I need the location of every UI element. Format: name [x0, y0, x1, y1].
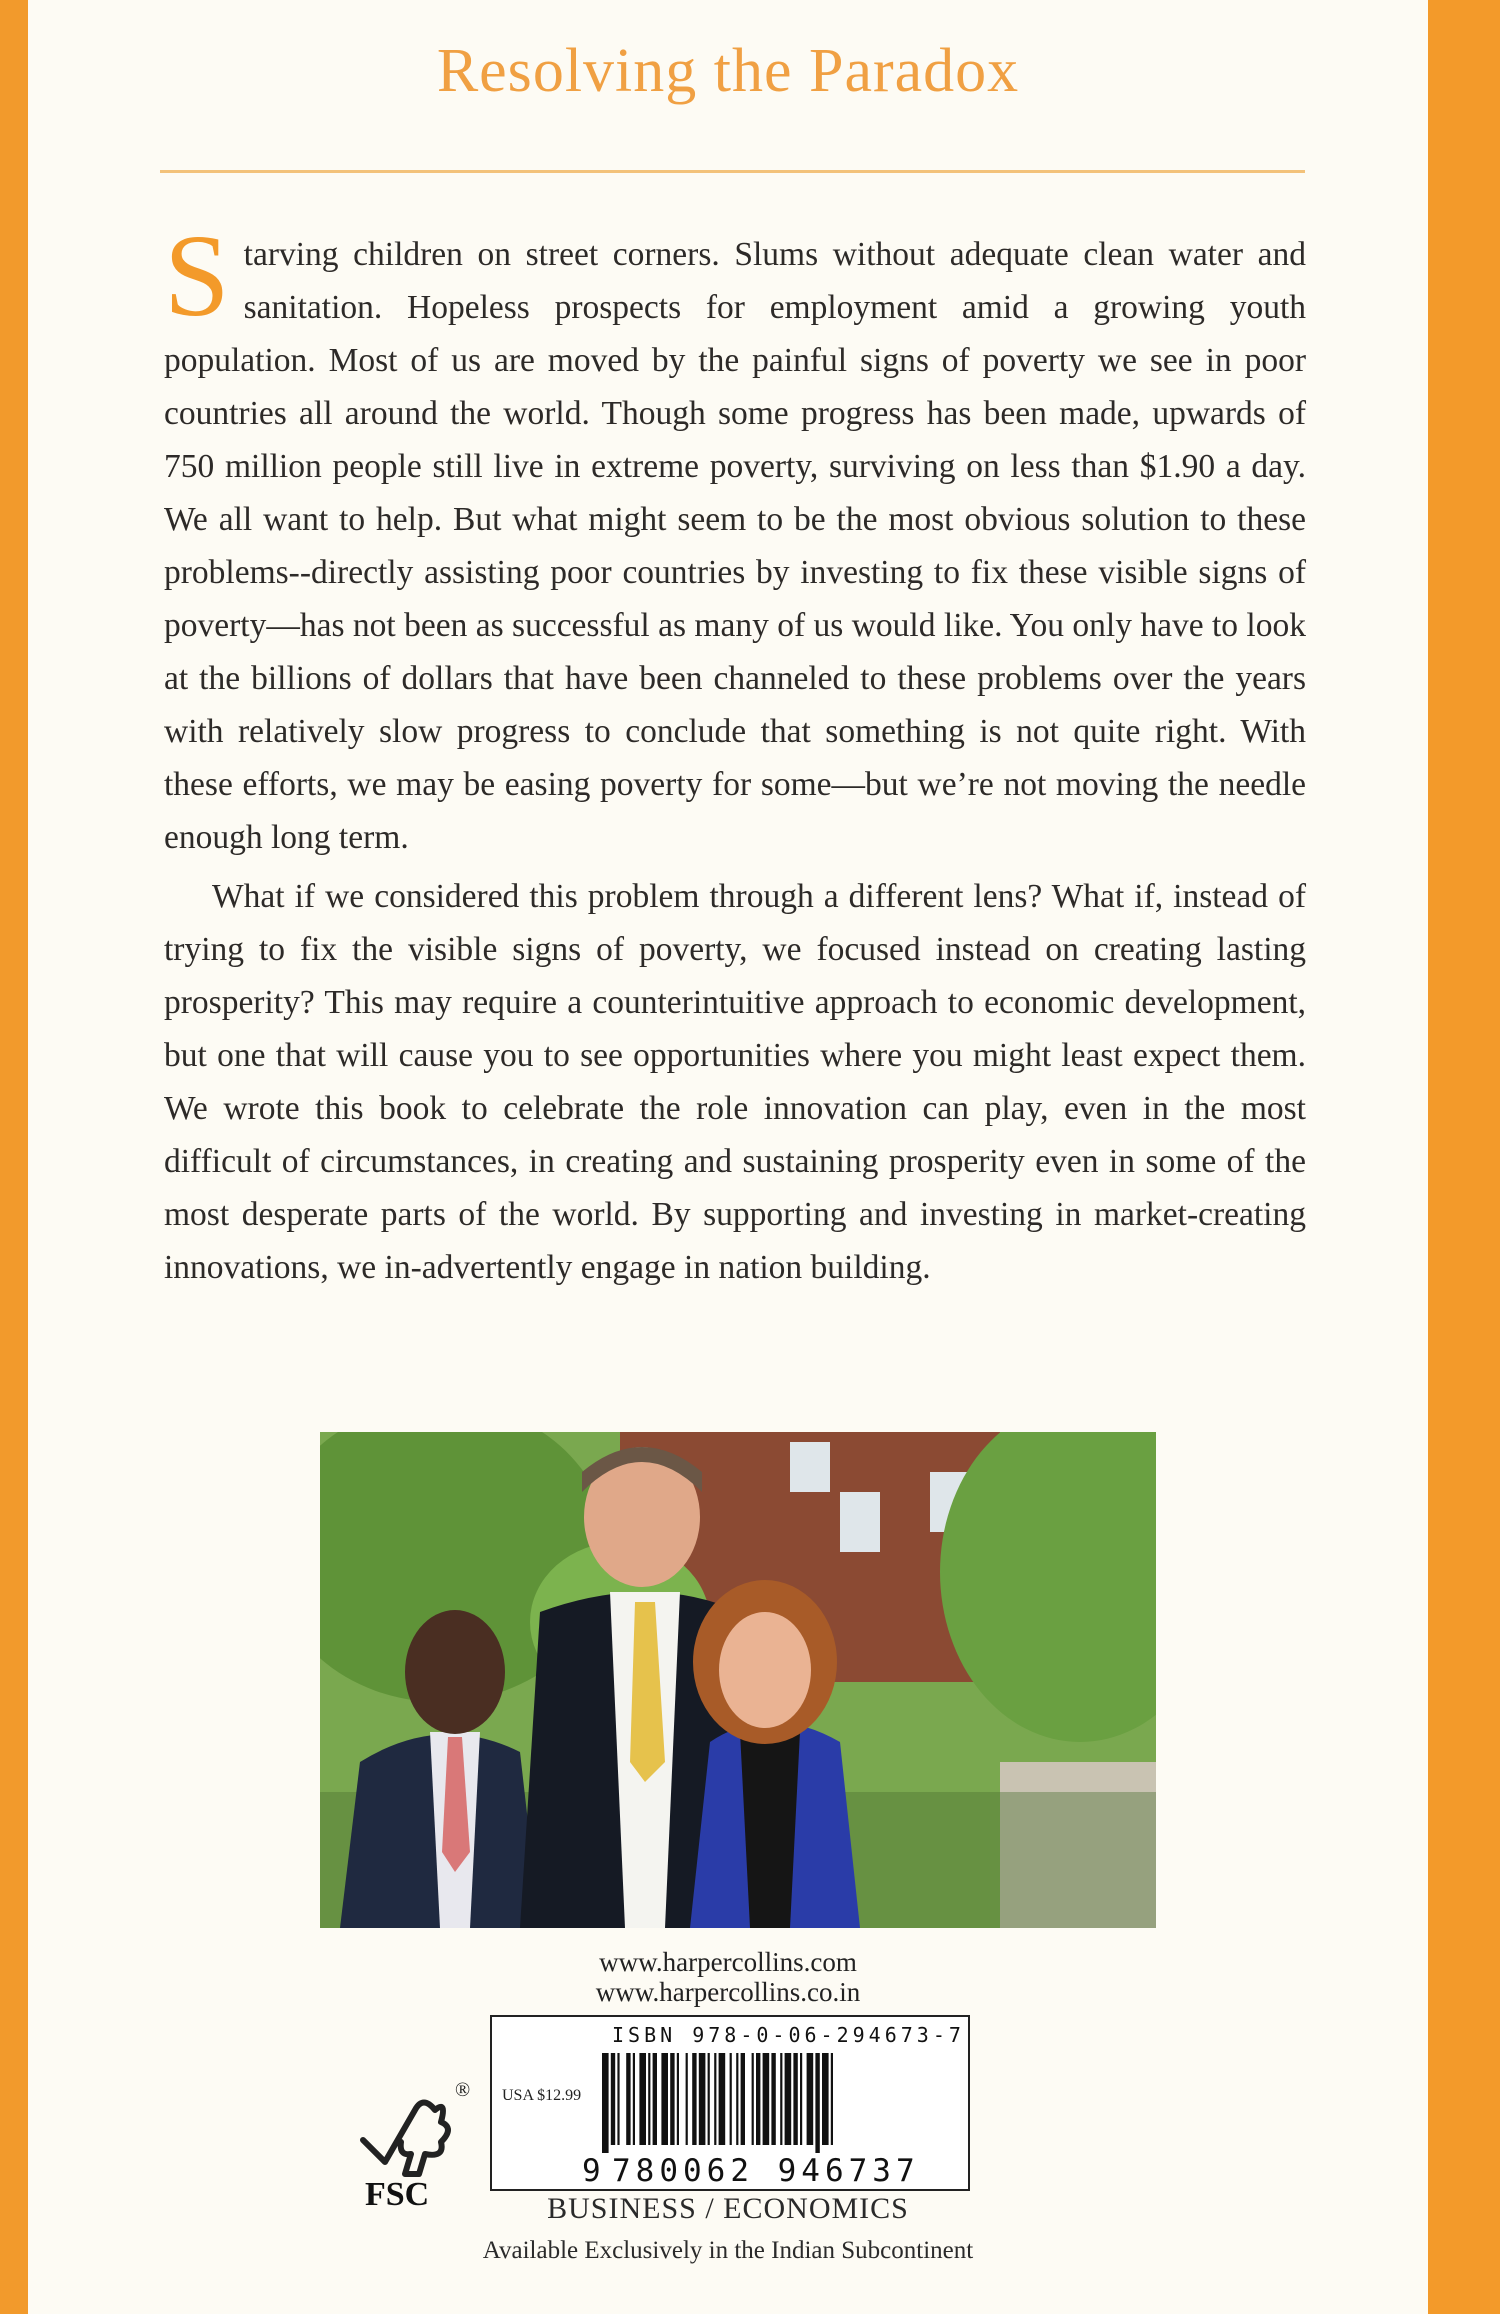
barcode-bar	[661, 2053, 668, 2145]
barcode-bar	[793, 2053, 797, 2145]
fsc-registered-mark: ®	[455, 2079, 471, 2101]
barcode	[602, 2053, 952, 2153]
category-label: BUSINESS / ECONOMICS	[547, 2192, 909, 2225]
barcode-bar	[686, 2053, 688, 2145]
blurb-paragraph-1	[164, 210, 1306, 864]
barcode-bar	[626, 2053, 630, 2145]
barcode-bar	[617, 2053, 619, 2145]
barcode-bar	[648, 2053, 650, 2145]
barcode-bar	[677, 2053, 679, 2145]
fsc-tree-icon	[323, 2070, 483, 2210]
fsc-label: FSC	[365, 2176, 430, 2210]
barcode-bar	[633, 2053, 635, 2145]
right-cover-edge	[1428, 0, 1500, 2314]
barcode-bar	[800, 2053, 802, 2145]
barcode-bar	[730, 2053, 732, 2145]
left-cover-edge	[0, 0, 28, 2314]
barcode-digits: 780062 946737	[612, 2153, 920, 2189]
barcode-bar	[807, 2053, 814, 2145]
url-india: www.harpercollins.co.in	[595, 1977, 861, 2007]
price-label: USA $12.99	[502, 2087, 582, 2104]
availability-note: Available Exclusively in the Indian Subcontinent	[482, 2237, 974, 2264]
title-divider	[160, 170, 1305, 173]
barcode-bar	[714, 2053, 716, 2145]
barcode-bar	[653, 2053, 657, 2145]
barcode-bar	[763, 2053, 770, 2145]
barcode-bar	[785, 2053, 792, 2145]
person-right-face	[719, 1612, 811, 1728]
barcode-bar	[752, 2053, 754, 2145]
barcode-bar	[611, 2053, 615, 2145]
barcode-bar	[756, 2053, 760, 2145]
barcode-bar	[639, 2053, 646, 2145]
barcode-first-digit: 9	[582, 2153, 601, 2189]
blurb-text	[164, 210, 1306, 1294]
barcode-bar	[815, 2053, 819, 2153]
barcode-box	[490, 2015, 970, 2191]
barcode-bar	[670, 2053, 674, 2145]
isbn-label: ISBN 978-0-06-294673-7	[612, 2023, 965, 2047]
barcode-bar	[831, 2053, 833, 2145]
barcode-bar	[602, 2053, 609, 2153]
barcode-bar	[699, 2053, 706, 2145]
fsc-logo	[323, 2070, 483, 2210]
page-title: Resolving the Paradox	[436, 37, 1020, 105]
blurb-paragraph-2: What if we considered this problem through a different lens? What if, instead of trying to fix the visible signs of poverty, we focused instead on creating lasting prosperity? This may require a counterintuitive approach to economic development, but one that will cause you to see opportunities where you might least expect them. We wrote this book to celebrate the role innovation can play, even in the most difficult of circumstances, in creating and sustaining prosperity even in some of the most desperate parts of the world. By supporting and investing in market-creating innovations, we in-advertently engage in nation building.	[164, 878, 1306, 1286]
barcode-bar	[771, 2053, 775, 2145]
barcode-bar	[780, 2053, 782, 2145]
barcode-bar	[822, 2053, 829, 2145]
author-photo-illustration	[320, 1432, 1156, 1928]
blurb-paragraph-1-text: tarving children on street corners. Slums without adequate clean water and sanitation. Hopeless prospects for employment amid a growing youth population. Most of us are moved by the painful signs of poverty we see in poor countries all around the world. Though some progress has been made, upwards of 750 million people still live in extreme poverty, surviving on less than $1.90 a day. We all want to help. But what might seem to be the most obvious solution to these problems--directly assisting poor countries by investing to fix these visible signs of poverty—has not been as successful as many of us would like. You only have to look at the billions of dollars that have been channeled to these problems over the years with relatively slow progress to conclude that something is not quite right. With these efforts, we may be easing poverty for some—but we’re not moving the needle enough long term.	[164, 236, 1306, 856]
author-photo	[320, 1432, 1156, 1928]
url-us: www.harpercollins.com	[599, 1947, 857, 1977]
barcode-bar	[736, 2053, 738, 2145]
barcode-bar	[708, 2053, 710, 2145]
drop-cap: S	[164, 210, 230, 341]
barcode-bar	[692, 2053, 696, 2145]
barcode-bar	[719, 2053, 726, 2145]
person-left-face	[405, 1610, 505, 1734]
back-cover	[28, 0, 1428, 2314]
publisher-urls	[28, 1947, 1428, 2007]
barcode-bar	[741, 2053, 745, 2145]
